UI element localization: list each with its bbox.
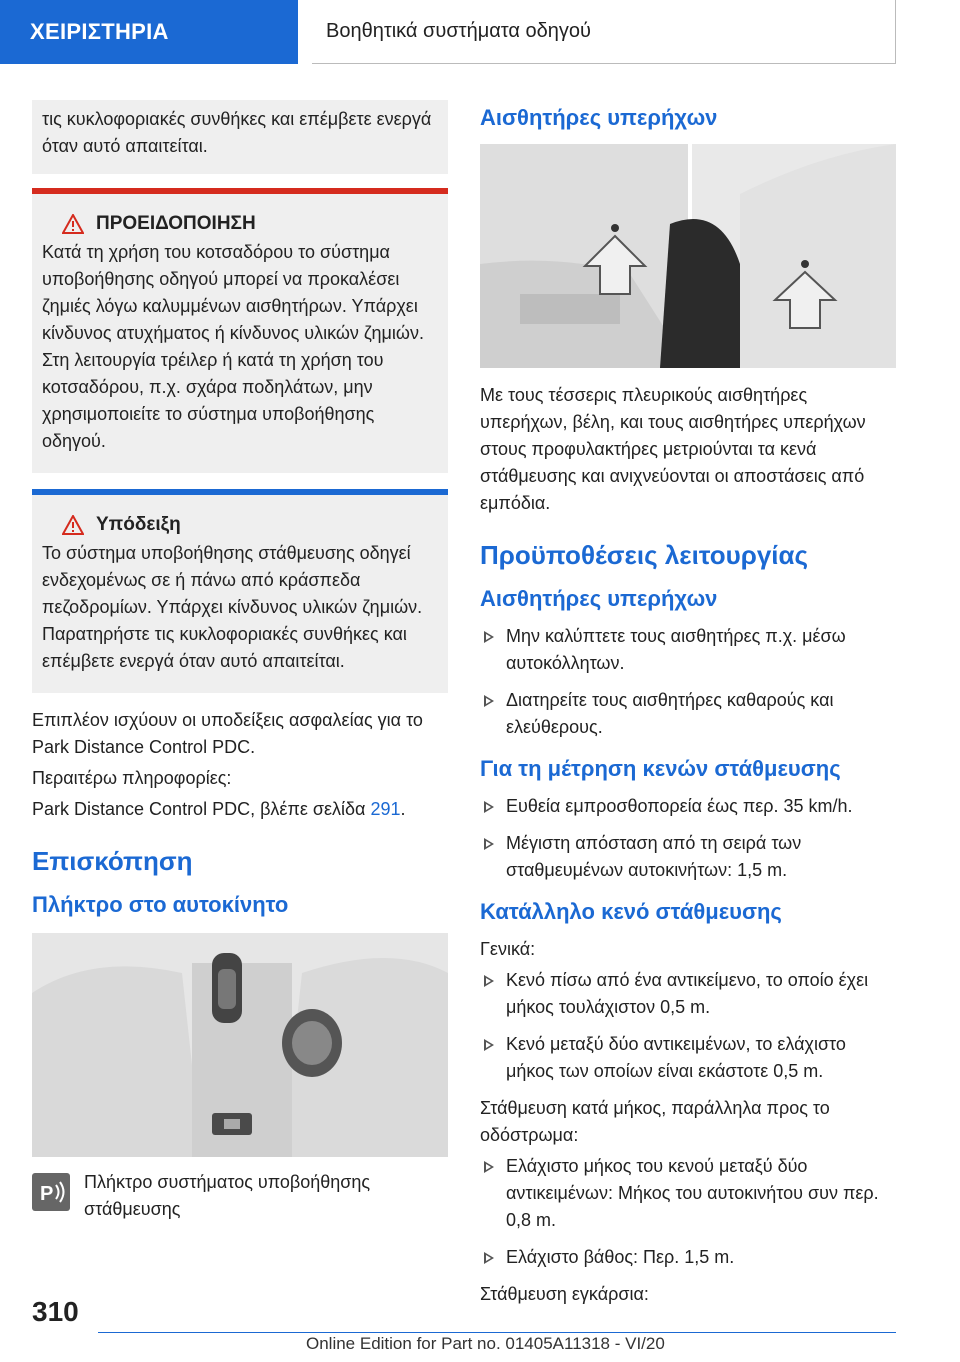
section-tab: ΧΕΙΡΙΣΤΗΡΙΑ — [0, 0, 298, 64]
car-sensors-illustration — [480, 144, 896, 368]
note-box — [32, 489, 448, 693]
list-item: Ελάχιστο βάθος: Περ. 1,5 m. — [480, 1244, 896, 1271]
parallel-bullets — [480, 1153, 896, 1271]
measure-bullets — [480, 793, 896, 884]
general-bullets — [480, 967, 896, 1085]
arrow-bullet-icon — [484, 975, 494, 987]
note-text: Το σύστημα υποβοήθησης στάθμευσης οδηγεί ενδεχομένως σε ή πάνω από κράσπεδα πεζοδρομίων. Υπάρχει κίνδυνος υλικών ζημιών. Παρατηρήστε τις κυκλοφοριακές συνθήκες και επέμβετε ενεργά όταν αυτό απαιτείται. — [42, 543, 423, 671]
left-column — [32, 100, 448, 1227]
warning-heading — [42, 210, 438, 237]
note-triangle-icon — [62, 515, 84, 535]
arrow-bullet-icon — [484, 1039, 494, 1051]
sensors-subheading: Αισθητήρες υπερήχων — [480, 586, 718, 611]
page-link[interactable]: 291 — [370, 799, 401, 819]
reference-paragraph: Park Distance Control PDC, βλέπε σελίδα 291. — [32, 799, 406, 819]
list-item: Ευθεία εμπροσθοπορεία έως περ. 35 km/h. — [480, 793, 896, 820]
more-info-label: Περαιτέρω πληροφορίες: — [32, 768, 232, 788]
right-column — [480, 100, 896, 1312]
page-number: 310 — [32, 1296, 79, 1327]
sensor-bullets — [480, 623, 896, 741]
sensors-text: Με τους τέσσερις πλευρικούς αισθητήρες υπερήχων, βέλη, και τους αισθητήρες υπερήχων στους προφυλακτήρες μετριούνται τα κενά στάθμευσης και ανιχνεύονται οι αποστάσεις από εμπόδια. — [480, 385, 866, 513]
list-item: Κενό πίσω από ένα αντικείμενο, το οποίο έχει μήκος τουλάχιστον 0,5 m. — [480, 967, 896, 1021]
general-label: Γενικά: — [480, 939, 536, 959]
list-item: Κενό μεταξύ δύο αντικειμένων, το ελάχιστο μήκος των οποίων είναι εκάστοτε 0,5 m. — [480, 1031, 896, 1085]
arrow-bullet-icon — [484, 801, 494, 813]
warning-text: Κατά τη χρήση του κοτσαδόρου το σύστημα υποβοήθησης οδηγού μπορεί να προκαλέσει ζημιές λόγω καλυμμένων αισθητήρων. Υπάρχει κίνδυνος ατυχήματος ή κίνδυνος υλικών ζημιών. Στη λειτουργία τρέιλερ ή κατά τη χρήση του κοτσαδόρου, π.χ. σχάρα ποδηλάτων, μην χρησιμοποιείτε το σύστημα υποβοήθησης οδηγού. — [42, 242, 424, 451]
button-caption: Πλήκτρο συστήματος υποβοήθησης στάθμευσης — [84, 1172, 371, 1219]
arrow-bullet-icon — [484, 695, 494, 707]
warning-title: ΠΡΟΕΙΔΟΠΟΙΗΣΗ — [96, 213, 256, 234]
console-photo — [32, 933, 448, 1157]
intro-box — [32, 100, 448, 174]
prerequisites-heading: Προϋποθέσεις λειτουργίας — [480, 540, 809, 570]
note-heading — [42, 511, 438, 538]
measure-heading: Για τη μέτρηση κενών στάθμευσης — [480, 756, 841, 781]
overview-heading: Επισκόπηση — [32, 846, 193, 876]
intro-text: τις κυκλοφοριακές συνθήκες και επέμβετε ενεργά όταν αυτό απαιτείται. — [42, 109, 432, 156]
suitable-space-heading: Κατάλληλο κενό στάθμευσης — [480, 899, 782, 924]
arrow-bullet-icon — [484, 631, 494, 643]
list-item: Μέγιστη απόσταση από τη σειρά των σταθμευμένων αυτοκινήτων: 1,5 m. — [480, 830, 896, 884]
button-caption-row — [32, 1169, 448, 1227]
console-illustration — [32, 933, 448, 1157]
footer-divider — [98, 1332, 896, 1333]
arrow-bullet-icon — [484, 838, 494, 850]
svg-text:P: P — [40, 1183, 54, 1205]
edition-footer: Online Edition for Part no. 01405A11318 - VI/20 — [306, 1334, 665, 1353]
perpendicular-label: Στάθμευση εγκάρσια: — [480, 1284, 649, 1304]
sensors-heading: Αισθητήρες υπερήχων — [480, 105, 718, 130]
arrow-bullet-icon — [484, 1252, 494, 1264]
arrow-bullet-icon — [484, 1161, 494, 1173]
button-heading: Πλήκτρο στο αυτοκίνητο — [32, 892, 289, 917]
parallel-label: Στάθμευση κατά μήκος, παράλληλα προς το οδόστρωμα: — [480, 1098, 830, 1145]
warning-triangle-icon — [62, 214, 84, 234]
list-item: Διατηρείτε τους αισθητήρες καθαρούς και ελεύθερους. — [480, 687, 896, 741]
note-title: Υπόδειξη — [96, 514, 181, 535]
chapter-title: Βοηθητικά συστήματα οδηγού — [312, 0, 896, 64]
warning-box — [32, 188, 448, 473]
list-item: Μην καλύπτετε τους αισθητήρες π.χ. μέσω αυτοκόλλητων. — [480, 623, 896, 677]
safety-paragraph: Επιπλέον ισχύουν οι υποδείξεις ασφαλείας για το Park Distance Control PDC. — [32, 710, 423, 757]
sensors-photo — [480, 144, 896, 368]
list-item: Ελάχιστο μήκος του κενού μεταξύ δύο αντικειμένων: Μήκος του αυτοκινήτου συν περ. 0,8 m. — [480, 1153, 896, 1234]
parking-assist-button-icon — [32, 1173, 70, 1211]
